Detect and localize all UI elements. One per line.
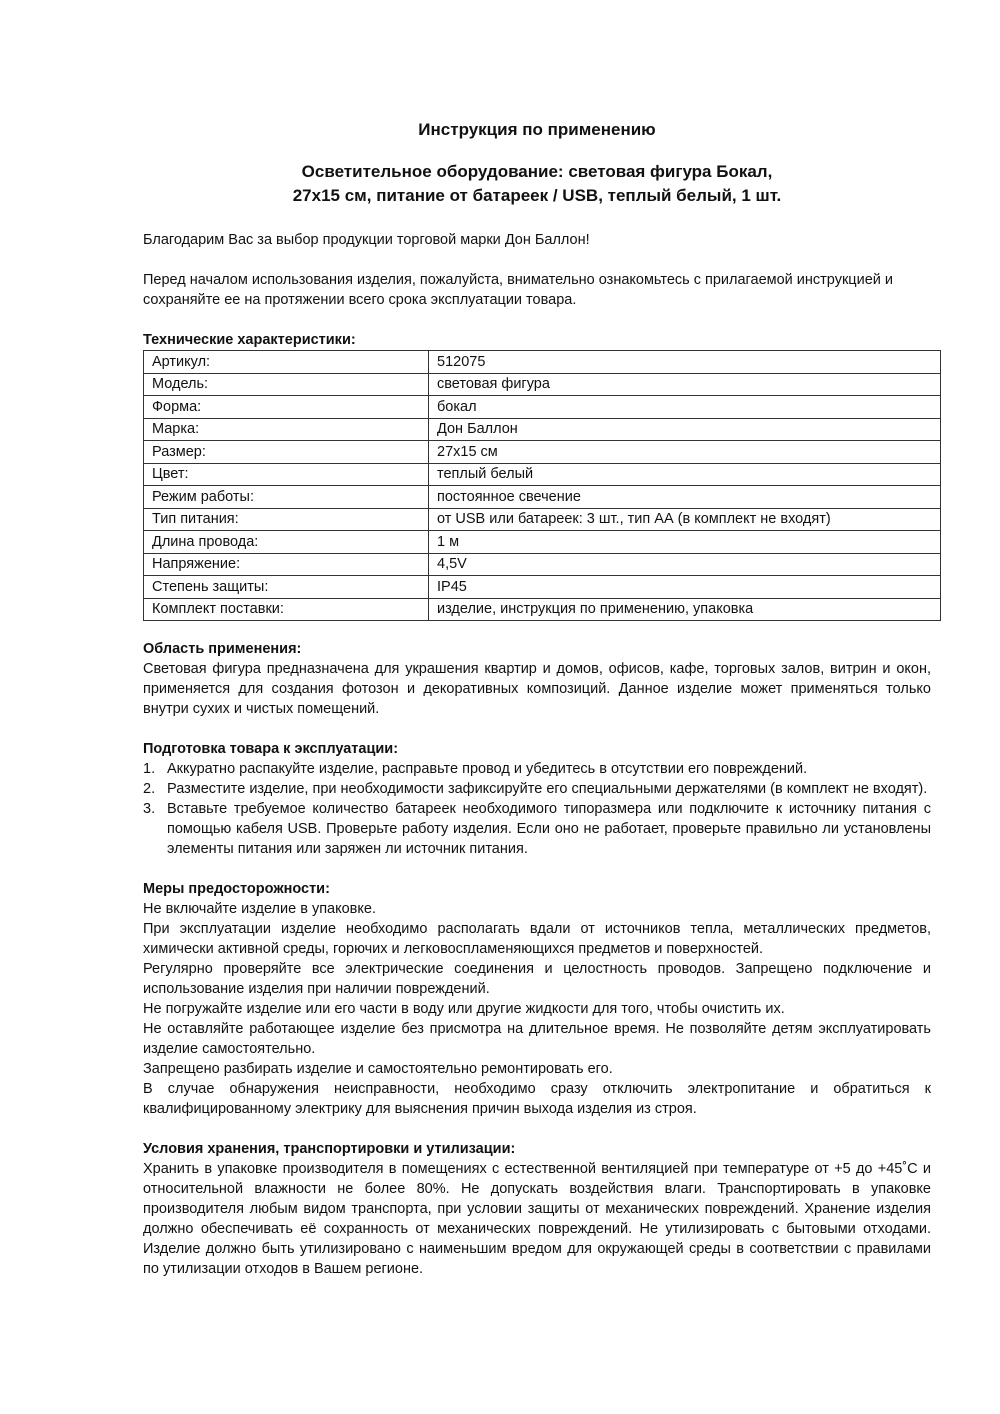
intro-text: Перед началом использования изделия, пожалуйста, внимательно ознакомьтесь с прилагаемой инструкцией и сохраняйте ее на протяжении всего срока эксплуатации товара.	[143, 272, 893, 308]
precautions-section	[143, 879, 931, 1119]
spec-value: световая фигура	[429, 373, 941, 396]
spec-value: 4,5V	[429, 553, 941, 576]
spec-row	[144, 373, 941, 396]
storage-text: Хранить в упаковке производителя в помещениях с естественной вентиляцией при температуре от +5 до +45˚С и относительной влажности не более 80%. Не допускать воздействия влаги. Транспортировать в упаковке производителя любым видом транспорта, при условии защиты от механических повреждений. Хранение изделия должно обеспечивать её сохранность от механических повреждений. Не утилизировать с бытовыми отходами. Изделие должно быть утилизировано с наименьшим вредом для окружающей среды в соответствии с правилами по утилизации отходов в Вашем регионе.	[143, 1161, 931, 1277]
preparation-step	[143, 779, 931, 799]
step-number: 3.	[143, 801, 156, 817]
spec-key: Марка:	[144, 418, 429, 441]
spec-key: Модель:	[144, 373, 429, 396]
preparation-section	[143, 739, 931, 859]
spec-value: изделие, инструкция по применению, упаковка	[429, 598, 941, 621]
spec-value: теплый белый	[429, 463, 941, 486]
product-title	[143, 160, 931, 208]
preparation-step	[143, 759, 931, 779]
storage-heading: Условия хранения, транспортировки и утилизации:	[143, 1141, 516, 1157]
spec-value: от USB или батареек: 3 шт., тип АА (в комплект не входят)	[429, 508, 941, 531]
spec-key: Тип питания:	[144, 508, 429, 531]
spec-value: IP45	[429, 576, 941, 599]
step-number: 2.	[143, 781, 156, 797]
spec-value: 27х15 см	[429, 441, 941, 464]
precaution-line: Запрещено разбирать изделие и самостоятельно ремонтировать его.	[143, 1061, 613, 1077]
preparation-steps	[143, 759, 931, 859]
application-heading: Область применения:	[143, 641, 302, 657]
application-text: Световая фигура предназначена для украшения квартир и домов, офисов, кафе, торговых залов, витрин и окон, применяется для создания фотозон и декоративных композиций. Данное изделие может применяться только внутри сухих и чистых помещений.	[143, 661, 931, 717]
precaution-line: Не оставляйте работающее изделие без присмотра на длительное время. Не позволяйте детям эксплуатировать изделие самостоятельно.	[143, 1021, 931, 1057]
spec-key: Режим работы:	[144, 486, 429, 509]
spec-row	[144, 396, 941, 419]
spec-value: постоянное свечение	[429, 486, 941, 509]
spec-value: Дон Баллон	[429, 418, 941, 441]
application-section	[143, 639, 931, 719]
preparation-heading: Подготовка товара к эксплуатации:	[143, 741, 399, 757]
step-text: Вставьте требуемое количество батареек необходимого типоразмера или подключите к источнику питания с помощью кабеля USB. Проверьте работу изделия. Если оно не работает, проверьте правильно ли установлены элементы питания или заряжен ли источник питания.	[167, 801, 931, 857]
spec-key: Комплект поставки:	[144, 598, 429, 621]
spec-key: Степень защиты:	[144, 576, 429, 599]
spec-value: 512075	[429, 351, 941, 374]
product-title-line-1: Осветительное оборудование: световая фигура Бокал,	[301, 162, 773, 181]
specs-table	[143, 350, 941, 621]
precaution-line: Регулярно проверяйте все электрические соединения и целостность проводов. Запрещено подключение и использование изделия при наличии повреждений.	[143, 961, 931, 997]
preparation-step	[143, 799, 931, 859]
spec-key: Напряжение:	[144, 553, 429, 576]
thanks-text: Благодарим Вас за выбор продукции торговой марки Дон Баллон!	[143, 232, 590, 248]
spec-key: Форма:	[144, 396, 429, 419]
spec-row	[144, 598, 941, 621]
spec-row	[144, 418, 941, 441]
step-text: Разместите изделие, при необходимости зафиксируйте его специальными держателями (в комплект не входят).	[167, 781, 928, 797]
document-title: Инструкция по применению	[418, 120, 656, 139]
step-text: Аккуратно распакуйте изделие, расправьте провод и убедитесь в отсутствии его повреждений.	[167, 761, 808, 777]
spec-row	[144, 441, 941, 464]
spec-key: Размер:	[144, 441, 429, 464]
spec-row	[144, 463, 941, 486]
precautions-heading: Меры предосторожности:	[143, 881, 330, 897]
precaution-line: При эксплуатации изделие необходимо располагать вдали от источников тепла, металлических предметов, химически активной среды, горючих и легковоспламеняющихся предметов и поверхностей.	[143, 921, 931, 957]
precaution-line: В случае обнаружения неисправности, необходимо сразу отключить электропитание и обратиться к квалифицированному электрику для выяснения причин выхода изделия из строя.	[143, 1081, 931, 1117]
spec-row	[144, 486, 941, 509]
spec-row	[144, 531, 941, 554]
spec-row	[144, 576, 941, 599]
spec-value: бокал	[429, 396, 941, 419]
precaution-line: Не включайте изделие в упаковке.	[143, 901, 376, 917]
spec-row	[144, 351, 941, 374]
storage-section	[143, 1139, 931, 1279]
spec-key: Цвет:	[144, 463, 429, 486]
spec-row	[144, 508, 941, 531]
spec-key: Длина провода:	[144, 531, 429, 554]
spec-key: Артикул:	[144, 351, 429, 374]
product-title-line-2: 27х15 см, питание от батареек / USB, теплый белый, 1 шт.	[292, 186, 782, 205]
precaution-line: Не погружайте изделие или его части в воду или другие жидкости для того, чтобы очистить их.	[143, 1001, 785, 1017]
spec-value: 1 м	[429, 531, 941, 554]
specs-heading: Технические характеристики:	[143, 332, 356, 348]
specs-section	[143, 330, 931, 621]
step-number: 1.	[143, 761, 156, 777]
document-page	[143, 118, 931, 1299]
spec-row	[144, 553, 941, 576]
